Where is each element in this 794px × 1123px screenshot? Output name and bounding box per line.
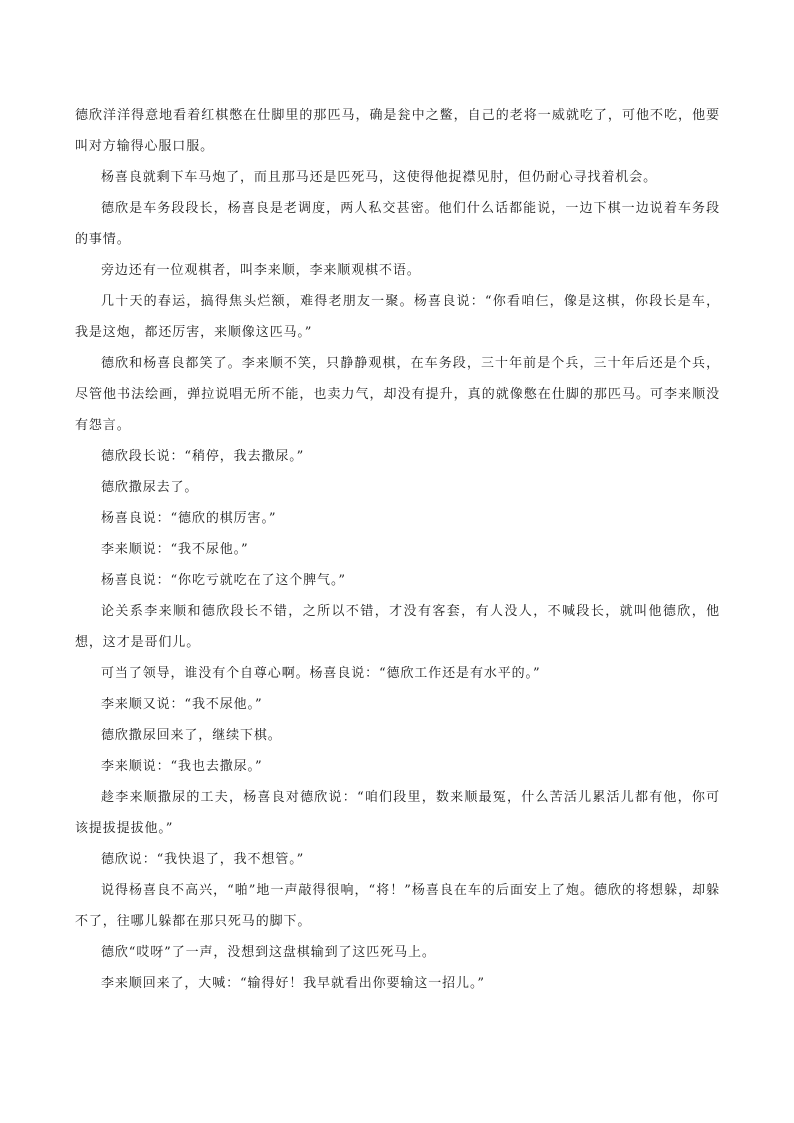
paragraph-1: 德欣洋洋得意地看着红棋憋在仕脚里的那匹马，确是瓮中之鳖，自己的老将一威就吃了，可他不吃，他要叫对方输得心服口服。 [75, 108, 720, 154]
paragraph-11: 杨喜良说：“你吃亏就吃在了这个脾气。” [101, 573, 346, 588]
paragraph-6: 德欣和杨喜良都笑了。李来顺不笑，只静静观棋，在车务段，三十年前是个兵，三十年后还是个兵，尽管他书法绘画，弹拉说唱无所不能，也卖力气，却没有提升，真的就像憋在仕脚的那匹马。可李来顺没有怨言。 [75, 356, 720, 433]
paragraph-17: 趁李来顺撒尿的工夫，杨喜良对德欣说：“咱们段里，数来顺最冤，什么苦活儿累活儿都有他，你可该提拔提拔他。” [75, 790, 720, 836]
paragraph-3: 德欣是车务段段长，杨喜良是老调度，两人私交甚密。他们什么话都能说，一边下棋一边说着车务段的事情。 [75, 201, 720, 247]
paragraph-7: 德欣段长说：“稍停，我去撒尿。” [101, 449, 305, 464]
paragraph-19: 说得杨喜良不高兴，“啪”地一声敲得很响，“将！”杨喜良在车的后面安上了炮。德欣的将想躲，却躲不了，往哪儿躲都在那只死马的脚下。 [75, 883, 720, 929]
paragraph-9: 杨喜良说：“德欣的棋厉害。” [101, 511, 277, 526]
paragraph-16: 李来顺说：“我也去撒尿。” [101, 759, 263, 774]
paragraph-2: 杨喜良就剩下车马炮了，而且那马还是匹死马，这使得他捉襟见肘，但仍耐心寻找着机会。 [101, 170, 658, 185]
paragraph-20: 德欣“哎呀”了一声，没想到这盘棋输到了这匹死马上。 [101, 945, 436, 960]
paragraph-15: 德欣撒尿回来了，继续下棋。 [101, 728, 282, 743]
paragraph-14: 李来顺又说：“我不尿他。” [101, 697, 263, 712]
paragraph-8: 德欣撒尿去了。 [101, 480, 199, 495]
paragraph-13: 可当了领导，谁没有个自尊心啊。杨喜良说：“德欣工作还是有水平的。” [101, 666, 541, 681]
paragraph-21: 李来顺回来了，大喊：“输得好！我早就看出你要输这一招儿。” [101, 976, 485, 991]
paragraph-4: 旁边还有一位观棋者，叫李来顺，李来顺观棋不语。 [101, 263, 421, 278]
paragraph-18: 德欣说：“我快退了，我不想管。” [101, 852, 305, 867]
paragraph-10: 李来顺说：“我不尿他。” [101, 542, 249, 557]
paragraph-5: 几十天的春运，搞得焦头烂额，难得老朋友一聚。杨喜良说：“你看咱仨，像是这棋，你段长是车，我是这炮，都还厉害，来顺像这匹马。” [75, 294, 720, 340]
paragraph-12: 论关系李来顺和德欣段长不错，之所以不错，才没有客套，有人没人，不喊段长，就叫他德欣，他想，这才是哥们儿。 [75, 604, 720, 650]
